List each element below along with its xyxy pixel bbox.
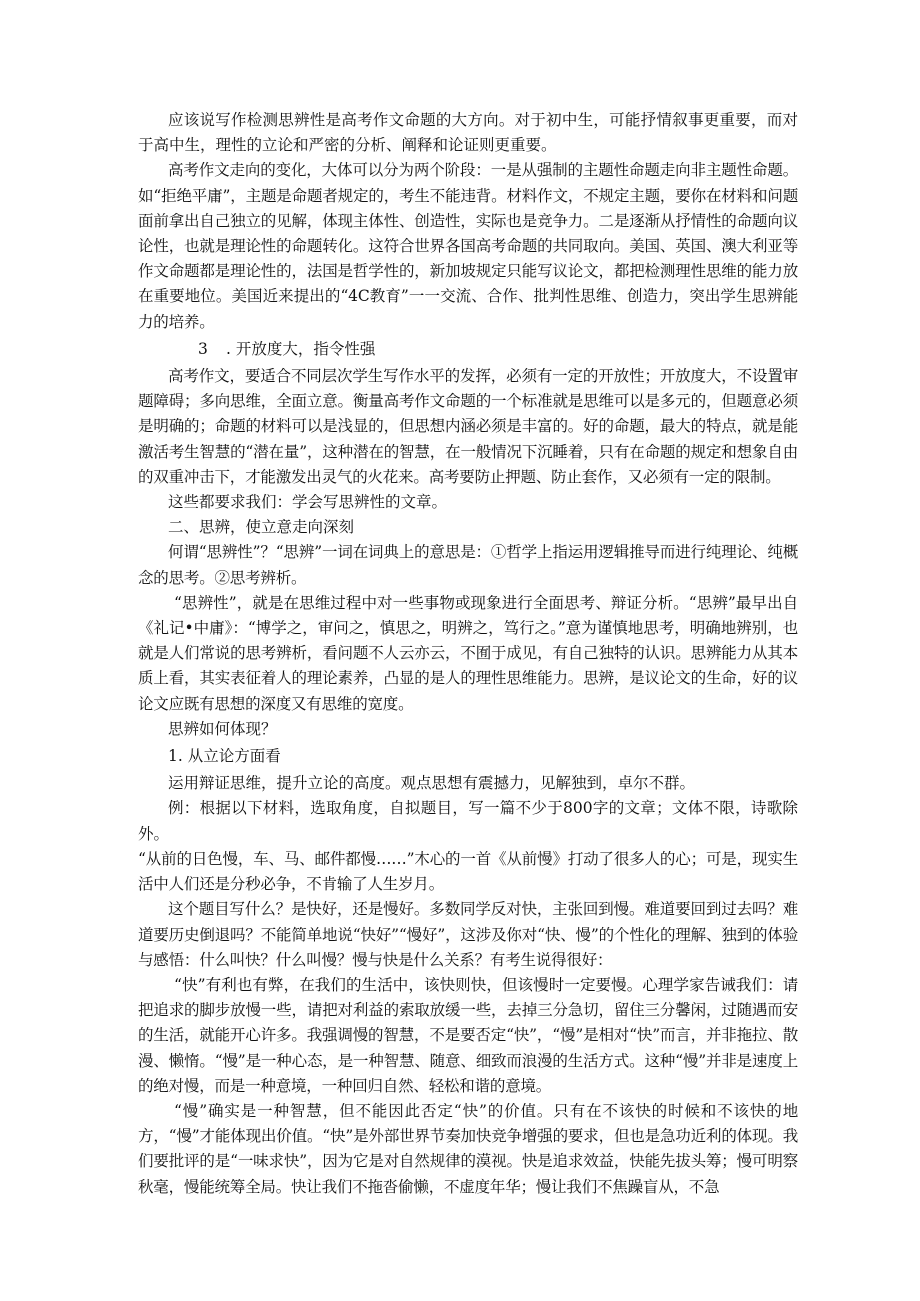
- paragraph: “快”有利也有弊，在我们的生活中，该快则快，但该慢时一定要慢。心理学家告诫我们：请把追求的脚步放慢一些，请把对利益的索取放缓一些，去掉三分急切，留住三分馨闲，过随遇而安的生活，就能开心许多。我强调慢的智慧，不是要否定“快”，“慢”是相对“快”而言，并非拖拉、散漫、懒惰。“慢”是一种心态，是一种智慧、随意、细致而浪漫的生活方式。这种“慢”并非是速度上的绝对慢，而是一种意境，一种回归自然、轻松和谐的意境。: [138, 975, 798, 1095]
- paragraph: 运用辩证思维，提升立论的高度。观点思想有震撼力，见解独到，卓尔不群。: [168, 774, 696, 793]
- paragraph: “慢”确实是一种智慧，但不能因此否定“快”的价值。只有在不该快的时候和不该快的地方，“慢”才能体现出价值。“快”是外部世界节奏加快竞争增强的要求，但也是急功近利的体现。我们要批评的是“一味求快”，因为它是对自然规律的漠视。快是追求效益，快能先拔头筹；慢可明察秋毫，慢能统筹全局。快让我们不拖沓偷懒，不虚度年华；慢让我们不焦躁盲从，不急: [138, 1101, 798, 1196]
- paragraph: “思辨性”，就是在思维过程中对一些事物或现象进行全面思考、辩证分析。“思辨”最早出自《礼记•中庸》：“博学之，审问之，慎思之，明辨之，笃行之。”意为谨慎地思考，明确地辨别，也就是人们常说的思考辨析，看问题不人云亦云，不囿于成见，有自己独特的认识。思辨能力从其本质上看，其实表征着人的理论素养，凸显的是人的理性思维能力。思辨，是议论文的生命，好的议论文应既有思想的深度又有思维的宽度。: [138, 593, 798, 713]
- section-heading: 二、思辨，使立意走向深刻: [168, 518, 355, 537]
- subheading: 1. 从立论方面看: [168, 747, 281, 766]
- paragraph: 例：根据以下材料，选取角度，自拟题目，写一篇不少于800字的文章；文体不限，诗歌除外。: [138, 799, 798, 843]
- section-heading: [138, 337, 798, 362]
- section-title: . 开放度大，指令性强: [226, 339, 376, 358]
- paragraph: 高考作文走向的变化，大体可以分为两个阶段：一是从强制的主题性命题走向非主题性命题。如“拒绝平庸”，主题是命题者规定的，考生不能违背。材料作文，不规定主题，要你在材料和问题面前拿出自己独立的见解，体现主体性、创造性，实际也是竞争力。二是逐渐从抒情性的命题向议论性，也就是理论性的命题转化。这符合世界各国高考命题的共同取向。美国、英国、澳大利亚等作文命题都是理论性的，法国是哲学性的，新加坡规定只能写议论文，都把检测理性思维的能力放在重要地位。美国近来提出的“4C教育”一一交流、合作、批判性思维、创造力，突出学生思辨能力的培养。: [138, 161, 798, 331]
- paragraph: 何谓“思辨性”？“思辨”一词在词典上的意思是：①哲学上指运用逻辑推导而进行纯理论、纯概念的思考。②思考辨析。: [138, 543, 798, 587]
- paragraph: 思辨如何体现？: [168, 719, 277, 738]
- paragraph: 这些都要求我们：学会写思辨性的文章。: [168, 493, 448, 512]
- paragraph: 高考作文，要适合不同层次学生写作水平的发挥，必须有一定的开放性；开放度大，不设置审题障碍；多向思维，全面立意。衡量高考作文命题的一个标准就是思维可以是多元的，但题意必须是明确的；命题的材料可以是浅显的，但思想内涵必须是丰富的。好的命题，最大的特点，就是能激活考生智慧的“潜在量”，这种潜在的智慧，在一般情况下沉睡着，只有在命题的规定和想象自由的双重冲击下，才能激发出灵气的火花来。高考要防止押题、防止套作，又必须有一定的限制。: [138, 367, 798, 486]
- paragraph: 这个题目写什么？是快好，还是慢好。多数同学反对快，主张回到慢。难道要回到过去吗？难道要历史倒退吗？不能简单地说“快好”“慢好”，这涉及你对“快、慢”的个性化的理解、独到的体验与感悟：什么叫快？什么叫慢？慢与快是什么关系？有考生说得很好：: [138, 900, 798, 969]
- paragraph: 应该说写作检测思辨性是高考作文命题的大方向。对于初中生，可能抒情叙事更重要，而对于高中生，理性的立论和严密的分析、阐释和论证则更重要。: [138, 111, 798, 155]
- document-body: [138, 108, 798, 1200]
- quote-paragraph: “从前的日色慢，车、马、邮件都慢……”木心的一首《从前慢》打动了很多人的心；可是，现实生活中人们还是分秒必争，不肯输了人生岁月。: [138, 849, 798, 894]
- section-number: 3: [198, 339, 208, 358]
